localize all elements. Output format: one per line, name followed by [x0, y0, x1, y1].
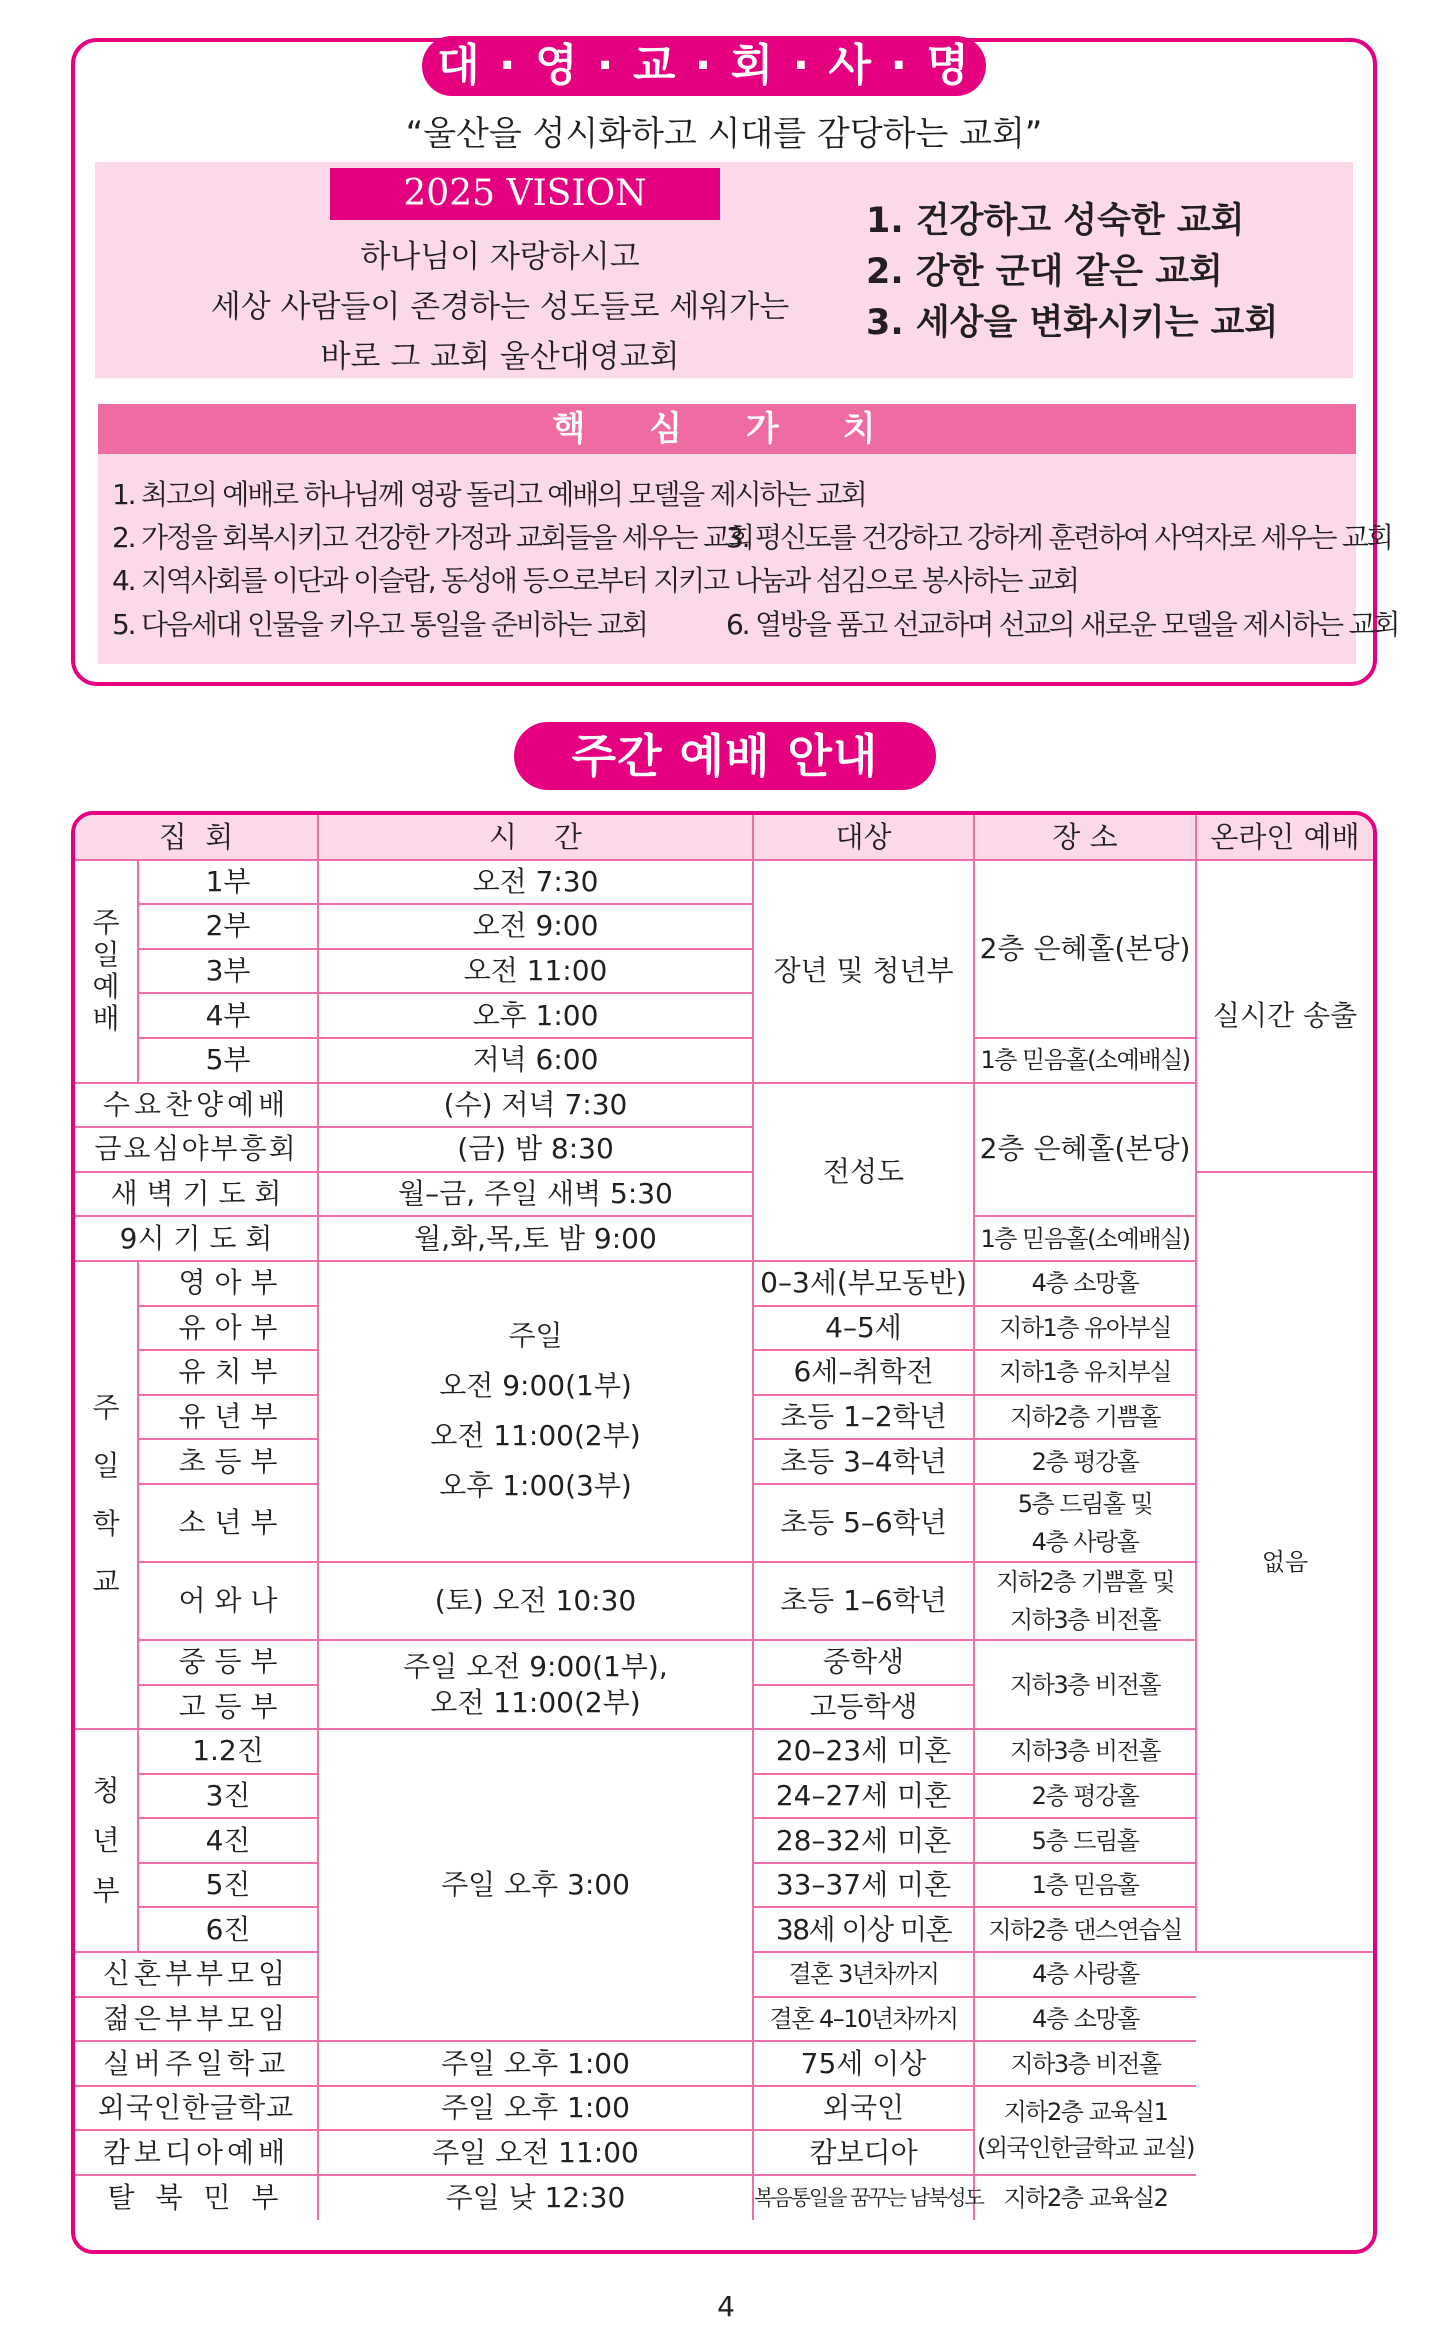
page-number: 4 — [717, 2290, 735, 2323]
youth-target: 38세 이상 미혼 — [753, 1907, 974, 1952]
vision-goal: 3. 세상을 변화시키는 교회 — [866, 303, 1279, 343]
youth-place: 1층 믿음홀 — [974, 1863, 1196, 1908]
header-target: 대상 — [753, 815, 974, 860]
header-gathering: 집 회 — [75, 815, 318, 860]
teen-place: 지하3층 비전홀 — [974, 1640, 1196, 1729]
core-values-title: 핵 심 가 치 — [98, 404, 1356, 454]
group-label: 청 년 부 — [92, 1773, 120, 1907]
worship-schedule-table — [71, 811, 1377, 2254]
meeting-time: 주일 오후 1:00 — [318, 2086, 753, 2131]
dept-name: 영 아 부 — [138, 1261, 318, 1306]
sunday-worship-group — [75, 860, 138, 1083]
youth-name: 4진 — [138, 1818, 318, 1863]
header-place: 장 소 — [974, 815, 1196, 860]
sunday-school-group — [75, 1261, 138, 1729]
service-place: 1층 믿음홀(소예배실) — [974, 1038, 1196, 1083]
dept-place: 지하1층 유아부실 — [974, 1306, 1196, 1351]
dept-name: 초 등 부 — [138, 1439, 318, 1484]
awana-time: (토) 오전 10:30 — [318, 1562, 753, 1640]
core-value-item: 5. 다음세대 인물을 키우고 통일을 준비하는 교회 — [112, 608, 647, 641]
youth-target: 28–32세 미혼 — [753, 1818, 974, 1863]
header-online: 온라인 예배 — [1196, 815, 1373, 860]
table-row — [75, 1216, 1373, 1261]
meeting-time: 월–금, 주일 새벽 5:30 — [318, 1172, 753, 1217]
group-label: 주 일 예 배 — [92, 906, 120, 1036]
table-row — [75, 1083, 1373, 1128]
dept-name: 유 년 부 — [138, 1395, 318, 1440]
dept-place: 2층 평강홀 — [974, 1439, 1196, 1484]
couples-place: 4층 사랑홀 — [974, 1952, 1196, 1997]
dept-place-line: 4층 사랑홀 — [1031, 1527, 1139, 1556]
dept-target: 0–3세(부모동반) — [753, 1261, 974, 1306]
dept-target: 초등 1–2학년 — [753, 1395, 974, 1440]
vision-label: 2025 VISION — [330, 168, 720, 220]
table-row — [75, 2041, 1373, 2086]
dept-place-line: 지하2층 기쁨홀 및 — [996, 1567, 1174, 1596]
meeting-time: 월,화,목,토 밤 9:00 — [318, 1216, 753, 1261]
meeting-name: 실버주일학교 — [75, 2041, 318, 2086]
core-value-item: 1. 최고의 예배로 하나님께 영광 돌리고 예배의 모델을 제시하는 교회 — [112, 478, 866, 511]
meeting-time: (금) 밤 8:30 — [318, 1127, 753, 1172]
dept-name: 어 와 나 — [138, 1562, 318, 1640]
youth-target: 33–37세 미혼 — [753, 1863, 974, 1908]
dept-name: 중 등 부 — [138, 1640, 318, 1685]
sunday-place: 2층 은혜홀(본당) — [974, 860, 1196, 1038]
core-value-item: 3. 평신도를 건강하고 강하게 훈련하여 사역자로 세우는 교회 — [726, 521, 1392, 554]
couples-target: 결혼 4–10년차까지 — [753, 1997, 974, 2042]
meeting-time: 주일 낮 12:30 — [318, 2175, 753, 2220]
service-name: 3부 — [138, 949, 318, 994]
online-live: 실시간 송출 — [1196, 860, 1373, 1172]
dept-target: 고등학생 — [753, 1685, 974, 1730]
table-row — [75, 2086, 1373, 2131]
vision-goal: 2. 강한 군대 같은 교회 — [866, 252, 1223, 292]
dept-target: 초등 1–6학년 — [753, 1562, 974, 1640]
school-time-line: 주일 — [508, 1319, 563, 1353]
group-label: 주 일 학 교 — [92, 1391, 120, 1599]
meeting-time: 주일 오전 11:00 — [318, 2130, 753, 2175]
meeting-place: 지하3층 비전홀 — [974, 2041, 1196, 2086]
school-time-line: 오후 1:00(3부) — [439, 1469, 632, 1503]
worship-title: 주간 예배 안내 — [514, 722, 936, 790]
dept-target: 초등 5–6학년 — [753, 1484, 974, 1562]
dept-name: 유 아 부 — [138, 1306, 318, 1351]
service-name: 5부 — [138, 1038, 318, 1083]
dept-target: 중학생 — [753, 1640, 974, 1685]
teen-time-line: 오전 11:00(2부) — [430, 1685, 641, 1719]
meeting-name: 캄보디아예배 — [75, 2130, 318, 2175]
youth-name: 6진 — [138, 1907, 318, 1952]
couples-name: 신혼부부모임 — [75, 1952, 318, 1997]
dept-name: 유 치 부 — [138, 1350, 318, 1395]
vision-line: 세상 사람들이 존경하는 성도들로 세워가는 — [210, 289, 790, 325]
youth-name: 1.2진 — [138, 1729, 318, 1774]
meeting-name: 탈 북 민 부 — [75, 2175, 318, 2220]
table-row — [75, 1640, 1373, 1685]
meeting-name: 금요심야부흥회 — [75, 1127, 318, 1172]
couples-place: 4층 소망홀 — [974, 1997, 1196, 2042]
vision-line: 하나님이 자랑하시고 — [360, 239, 640, 275]
meeting-name: 수요찬양예배 — [75, 1083, 318, 1128]
service-time: 저녁 6:00 — [318, 1038, 753, 1083]
core-value-item: 6. 열방을 품고 선교하며 선교의 새로운 모델을 제시하는 교회 — [726, 608, 1399, 641]
school-time-line: 오전 11:00(2부) — [430, 1419, 641, 1453]
table-row — [75, 1729, 1373, 1774]
church-motto: “울산을 성시화하고 시대를 감당하는 교회” — [405, 114, 1043, 154]
school-time — [318, 1261, 753, 1562]
youth-name: 5진 — [138, 1863, 318, 1908]
dept-name: 고 등 부 — [138, 1685, 318, 1730]
vision-line: 바로 그 교회 울산대영교회 — [320, 339, 680, 375]
teen-time-line: 주일 오전 9:00(1부), — [403, 1649, 668, 1683]
dept-target: 6세–취학전 — [753, 1350, 974, 1395]
table-row — [75, 2175, 1373, 2220]
youth-target: 24–27세 미혼 — [753, 1774, 974, 1819]
youth-time: 주일 오후 3:00 — [318, 1729, 753, 2041]
dept-place: 4층 소망홀 — [974, 1261, 1196, 1306]
service-name: 4부 — [138, 993, 318, 1038]
meeting-target: 외국인 — [753, 2086, 974, 2131]
meeting-time: 주일 오후 1:00 — [318, 2041, 753, 2086]
dept-place-line: 지하3층 비전홀 — [1009, 1605, 1160, 1634]
midweek-place: 2층 은혜홀(본당) — [974, 1083, 1196, 1217]
sunday-target: 장년 및 청년부 — [753, 860, 974, 1083]
dept-target: 4–5세 — [753, 1306, 974, 1351]
meeting-target: 복음통일을 꿈꾸는 남북성도 — [753, 2175, 974, 2220]
vision-goals — [866, 196, 1278, 349]
teen-time — [318, 1640, 753, 1729]
youth-target: 20–23세 미혼 — [753, 1729, 974, 1774]
shared-place — [974, 2086, 1196, 2175]
header-time: 시 간 — [318, 815, 753, 860]
meeting-target: 75세 이상 — [753, 2041, 974, 2086]
dept-target: 초등 3–4학년 — [753, 1439, 974, 1484]
youth-name: 3진 — [138, 1774, 318, 1819]
dept-place — [974, 1484, 1196, 1562]
online-none: 없음 — [1196, 1172, 1373, 1952]
service-time: 오전 9:00 — [318, 904, 753, 949]
meeting-place: 1층 믿음홀(소예배실) — [974, 1216, 1196, 1261]
service-name: 1부 — [138, 860, 318, 905]
meeting-place: 지하2층 교육실2 — [974, 2175, 1196, 2220]
meeting-name: 새 벽 기 도 회 — [75, 1172, 318, 1217]
dept-place-line: 5층 드림홀 및 — [1017, 1489, 1153, 1518]
youth-place: 지하3층 비전홀 — [974, 1729, 1196, 1774]
vision-statement — [190, 232, 810, 382]
couples-target: 결혼 3년차까지 — [753, 1952, 974, 1997]
shared-place-line: 지하2층 교육실1 — [1003, 2098, 1168, 2127]
shared-place-line: (외국인한글학교 교실) — [976, 2134, 1194, 2163]
youth-group — [75, 1729, 138, 1952]
youth-place: 5층 드림홀 — [974, 1818, 1196, 1863]
core-value-item: 2. 가정을 회복시키고 건강한 가정과 교회들을 세우는 교회 — [112, 521, 753, 554]
dept-place — [974, 1562, 1196, 1640]
school-time-line: 오전 9:00(1부) — [439, 1369, 632, 1403]
meeting-target: 캄보디아 — [753, 2130, 974, 2175]
couples-name: 젊은부부모임 — [75, 1997, 318, 2042]
dept-place: 지하1층 유치부실 — [974, 1350, 1196, 1395]
vision-goal: 1. 건강하고 성숙한 교회 — [866, 201, 1245, 241]
service-time: 오전 7:30 — [318, 860, 753, 905]
midweek-target: 전성도 — [753, 1083, 974, 1261]
mission-title: 대 · 영 · 교 · 회 · 사 · 명 — [422, 36, 986, 96]
service-name: 2부 — [138, 904, 318, 949]
youth-place: 2층 평강홀 — [974, 1774, 1196, 1819]
youth-place: 지하2층 댄스연습실 — [974, 1907, 1196, 1952]
table-row — [75, 1261, 1373, 1306]
dept-place: 지하2층 기쁨홀 — [974, 1395, 1196, 1440]
service-time: 오전 11:00 — [318, 949, 753, 994]
table-header-row — [75, 815, 1373, 860]
table-row — [75, 1038, 1373, 1083]
dept-name: 소 년 부 — [138, 1484, 318, 1562]
meeting-name: 9시 기 도 회 — [75, 1216, 318, 1261]
meeting-name: 외국인한글학교 — [75, 2086, 318, 2131]
meeting-time: (수) 저녁 7:30 — [318, 1083, 753, 1128]
service-time: 오후 1:00 — [318, 993, 753, 1038]
table-row — [75, 860, 1373, 905]
core-value-item: 4. 지역사회를 이단과 이슬람, 동성애 등으로부터 지키고 나눔과 섬김으로 봉사하는 교회 — [112, 564, 1078, 597]
